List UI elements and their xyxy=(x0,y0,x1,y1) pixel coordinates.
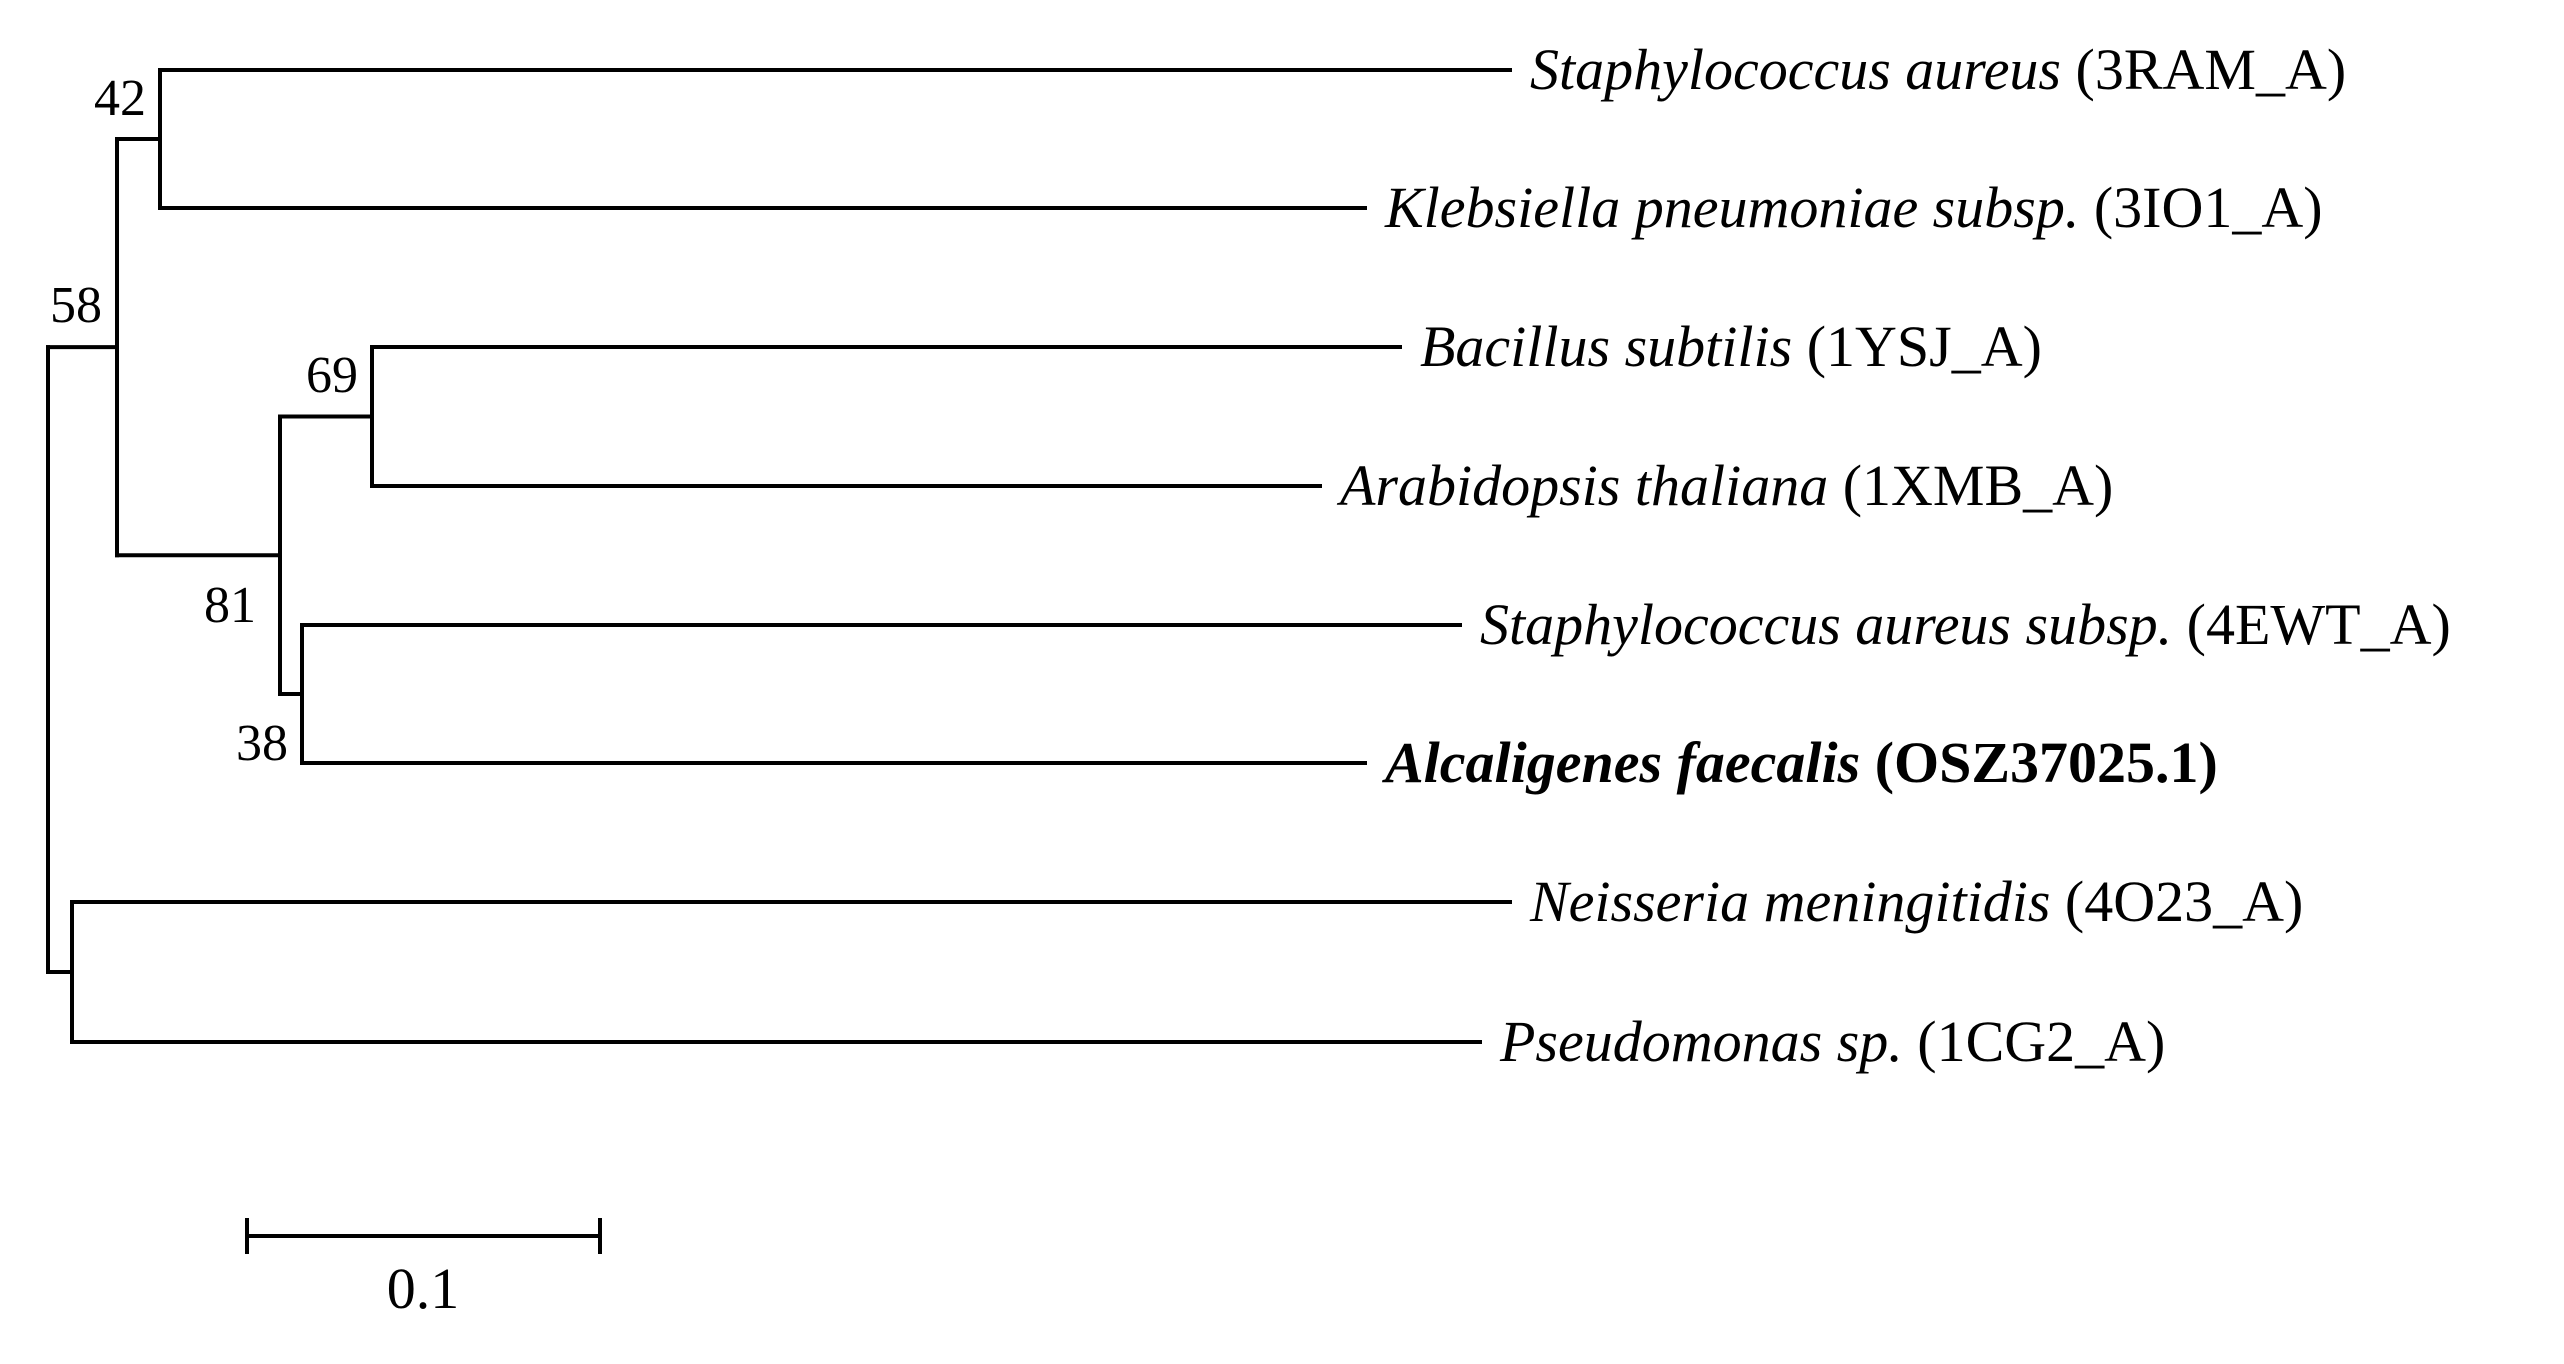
bootstrap-81: 81 xyxy=(204,577,256,634)
species-name: Staphylococcus aureus subsp. xyxy=(1480,592,2173,657)
scale-bar-label: 0.1 xyxy=(386,1256,460,1321)
accession-id: (1YSJ_A) xyxy=(1792,314,2042,379)
bootstrap-58: 58 xyxy=(50,277,102,334)
tip-label xyxy=(1530,37,2346,102)
accession-id: (4EWT_A) xyxy=(2172,592,2451,657)
species-name: Arabidopsis thaliana xyxy=(1340,453,1829,518)
tip-label xyxy=(1499,1009,2165,1074)
accession-id: (3IO1_A) xyxy=(2079,175,2323,240)
accession-id: (OSZ37025.1) xyxy=(1860,730,2218,795)
bootstrap-69: 69 xyxy=(306,347,358,404)
tip-label xyxy=(1382,730,2218,795)
species-name: Alcaligenes faecalis xyxy=(1385,730,1861,795)
accession-id: (1CG2_A) xyxy=(1902,1009,2166,1074)
bootstrap-labels xyxy=(50,70,358,772)
tip-label xyxy=(1480,592,2451,657)
tip-label xyxy=(1420,314,2042,379)
species-name: Pseudomonas sp. xyxy=(1500,1009,1903,1074)
species-name: Neisseria meningitidis xyxy=(1530,869,2051,934)
bootstrap-42: 42 xyxy=(94,70,146,127)
tip-label xyxy=(1384,175,2323,240)
accession-id: (3RAM_A) xyxy=(2061,37,2347,102)
tip-label xyxy=(1529,869,2303,934)
accession-id: (1XMB_A) xyxy=(1828,453,2114,518)
tree-branches xyxy=(48,70,1510,1042)
scale-bar xyxy=(247,1218,600,1321)
species-name: Staphylococcus aureus xyxy=(1530,37,2062,102)
species-name: Klebsiella pneumoniae subsp. xyxy=(1385,175,2080,240)
bootstrap-38: 38 xyxy=(236,715,288,772)
tip-label xyxy=(1336,453,2113,518)
tip-labels xyxy=(1336,37,2451,1074)
accession-id: (4O23_A) xyxy=(2050,869,2304,934)
species-name: Bacillus subtilis xyxy=(1420,314,1793,379)
